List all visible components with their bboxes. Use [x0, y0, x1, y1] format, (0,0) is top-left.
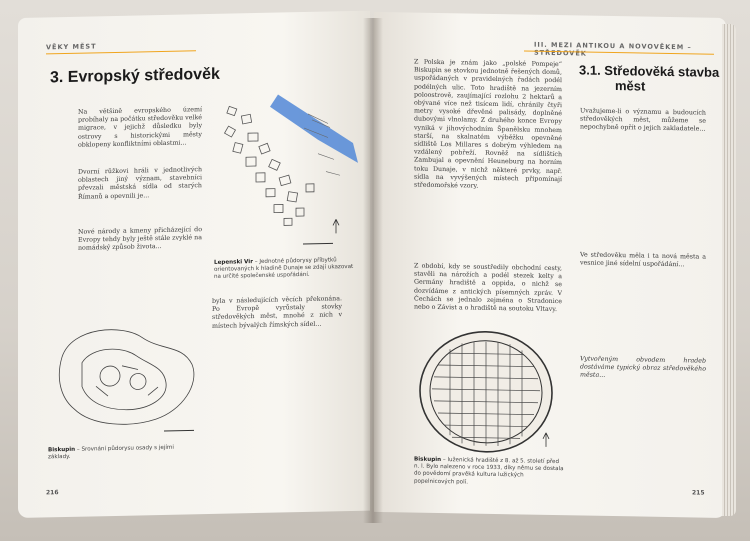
book-gutter	[363, 18, 383, 523]
right-page-number: 215	[692, 489, 705, 497]
biskupin-sketch-map	[52, 314, 202, 442]
lepenski-vir-plan	[208, 83, 358, 256]
right-chapter-title	[579, 63, 719, 95]
biskupin-left-caption-title: Biskupin	[48, 446, 76, 454]
page-edges	[722, 24, 736, 516]
left-page-number: 216	[46, 489, 59, 497]
right-page	[374, 12, 726, 518]
right-running-head: III. MEZI ANTIKOU A NOVOVĚKEM – STŘEDOVĚK	[534, 40, 692, 58]
left-second-paragraph: Dvorní růžkovi hráli v jednotlivých oblastech jiný význam, stavebníci převzali městská sídla od starých Římanů a opevnili je...	[78, 166, 202, 201]
left-mid-paragraph: byla v následujících věcích překonána. Po Evropě vyrůstaly stovky středověkých měst, mnohé z nich v místech bývalých římských sídel...	[212, 295, 342, 330]
biskupin-right-caption-text: – luženická hradiště z 8. až 5. století před n. l. Bylo nalezeno v roce 1933, díky němu se dostala do povědomí pravěká kultura lužických popelnicových polí.	[414, 457, 564, 486]
left-third-paragraph: Nové národy a kmeny přicházející do Evropy tehdy byly ještě stále zvyklé na nomádský způsob života...	[78, 226, 202, 253]
lepenski-vir-caption-text: – Jednotné půdorysy příbytků orientovaných k hladině Dunaje se zdají ukazovat na určité společenské uspořádání.	[214, 257, 354, 281]
biskupin-left-caption-text: – Srovnání půdorysu osady s jejími základy.	[48, 444, 174, 461]
right-chapter-title-line1: 3.1. Středověká stavba	[579, 62, 720, 80]
lepenski-vir-caption-title: Lepenski Vir	[214, 259, 253, 266]
biskupin-left-caption	[48, 444, 198, 462]
left-intro-paragraph: Na většině evropského území probíhaly na počátku středověku velké migrace, v jejichž důsledku byly ostrovy s historickými městy obklopeny konfliktními oblastmi...	[78, 106, 202, 149]
open-book	[18, 18, 736, 526]
biskupin-right-caption-title: Biskupin	[414, 456, 442, 464]
left-chapter-title: 3. Evropský středověk	[50, 65, 220, 87]
right-col1-paragraph-2: Z období, kdy se soustředily obchodní cesty, stavěli na nárožích a podél stezek kelty a Germány hradiště a oppida, o nichž se dozvídáme z antických písemných zpráv. V Čechách se jednalo zejména o Stradonice nebo o Závist a o hradiště na soutoku Vltavy.	[414, 262, 562, 314]
biskupin-oval-plan	[414, 325, 564, 460]
right-col1-paragraph: Z Polska je znám jako „polské Pompeje“ Biskupin se stovkou jednotně řešených domů, uspořádaných v pravidelných řadách podél podélných ulic. Toto hradiště na jezerním poloostrově, zaujímající rozlohu 2 hektarů a obývané více než tisícem lidí, chránily čtyři metry vysoké dřevěné palisády, doplněné dubovými vlnolamy. Z druhého konce Evropy vyniká v jihovýchodním Španělsku mnohem starší, na skalnatém výběžku opevněné sídliště Los Millares s dobrým výhledem na vzdálený pobřeží. Rovněž na sídlištích Zambujal a opevnění Heuneburg na horním toku Dunaje, v nichž některé prvky, např. sídla na vyvýšených místech připomínají středomořské vzory.	[414, 58, 562, 190]
left-running-head: VĚKY MĚST	[46, 42, 97, 52]
right-col2-paragraph-2: Ve středověku měla i ta nová města a vesnice jiné sídelní uspořádání...	[580, 251, 706, 269]
right-chapter-title-line2: měst	[615, 77, 646, 94]
lepenski-vir-caption	[214, 257, 354, 282]
biskupin-right-caption	[414, 457, 564, 488]
right-col2-paragraph: Uvažujeme-li o významu a budoucích středověkých měst, můžeme se nepochybně opřít o jejich zakladatele...	[580, 107, 706, 134]
left-page	[18, 11, 370, 518]
right-col2-quote: Vytvořeným obvodem hradeb dostáváme typický obraz středověkého města...	[580, 355, 706, 380]
